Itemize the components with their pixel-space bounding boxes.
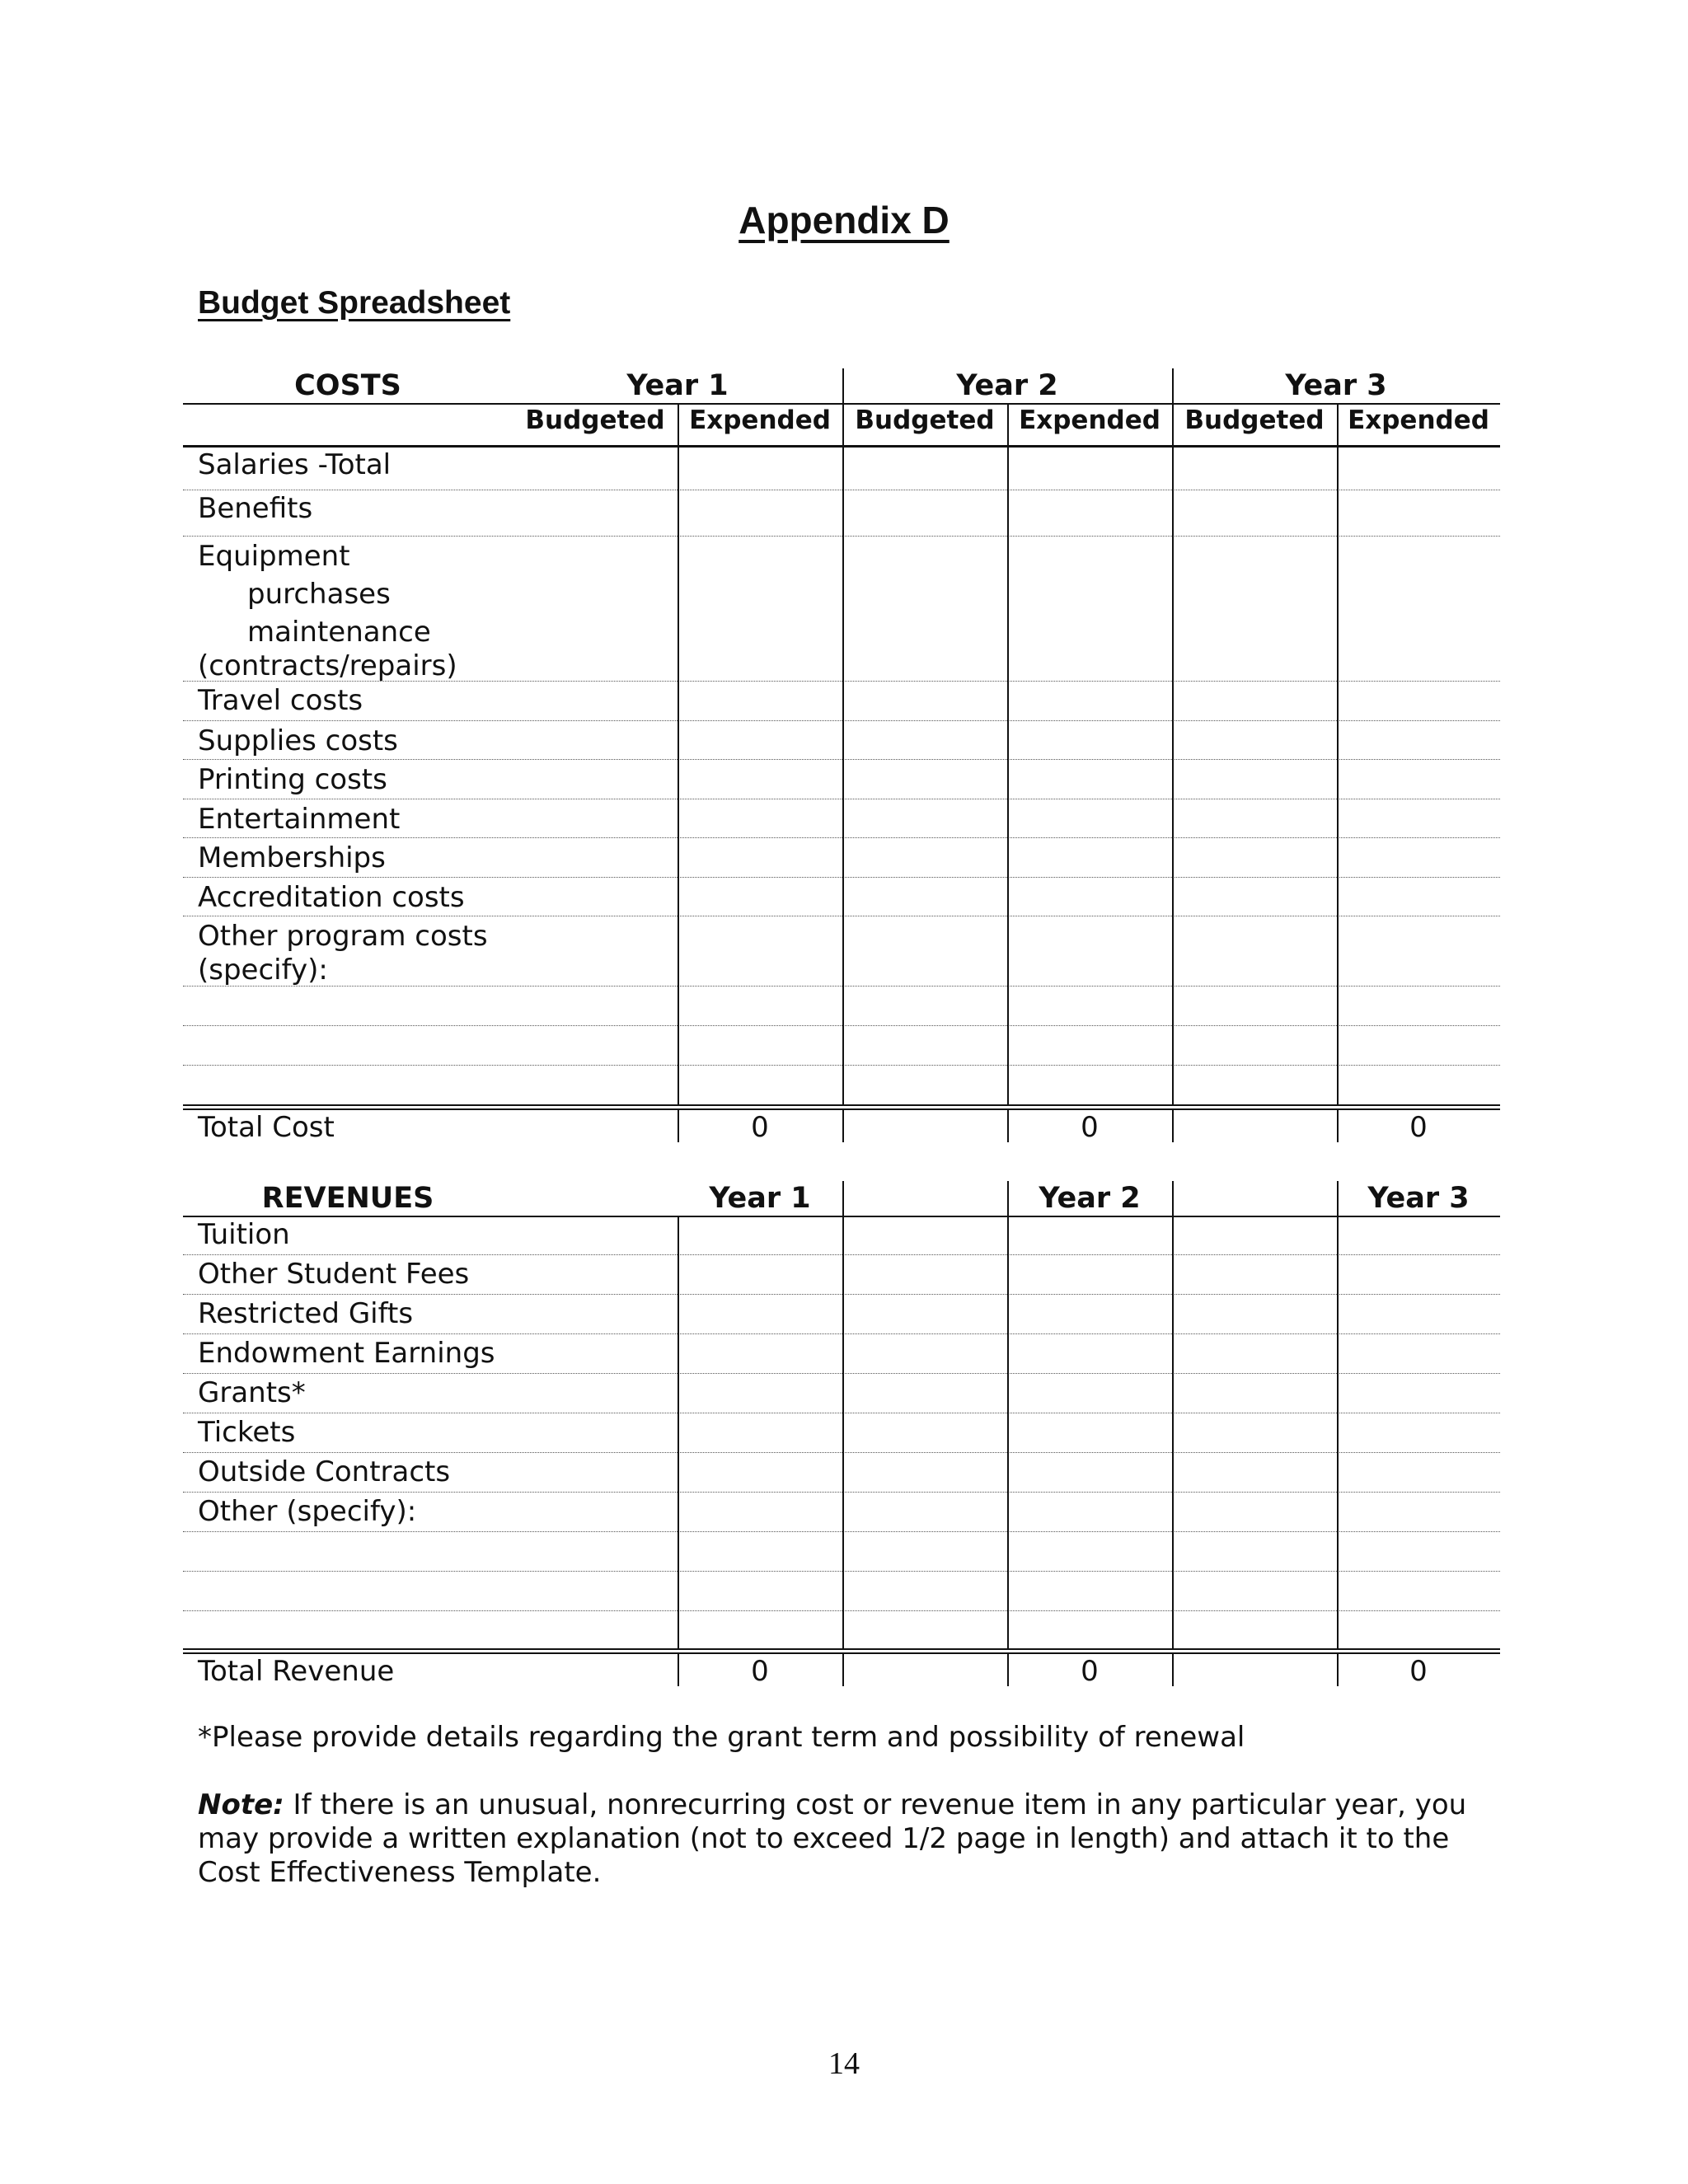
costs-y1-budgeted: Budgeted: [525, 405, 665, 435]
row-divider: [183, 1333, 1500, 1334]
section-title: Budget Spreadsheet: [198, 285, 511, 321]
row-divider: [183, 1492, 1500, 1493]
page-title: Appendix D: [738, 199, 950, 241]
total-cost-label: Total Cost: [198, 1111, 335, 1144]
col-divider: [842, 1653, 844, 1686]
col-divider: [842, 404, 844, 1106]
col-divider: [1172, 1181, 1174, 1216]
row-divider: [183, 759, 1500, 760]
col-divider: [1337, 1181, 1339, 1216]
row-divider: [183, 681, 1500, 682]
col-divider: [1337, 1216, 1339, 1650]
row-divider: [183, 536, 1500, 537]
col-divider: [842, 368, 844, 405]
row-divider: [183, 1294, 1500, 1295]
footnote: *Please provide details regarding the grant term and possibility of renewal: [198, 1721, 1245, 1754]
revenues-year3-header: Year 3: [1367, 1182, 1470, 1215]
cost-row-label: Supplies costs: [198, 724, 398, 757]
revenues-total-rule: [183, 1648, 1500, 1654]
revenues-year1-header: Year 1: [709, 1182, 811, 1215]
costs-y3-expended: Expended: [1348, 405, 1489, 435]
revenue-row-label: Outside Contracts: [198, 1455, 451, 1488]
total-revenue-label: Total Revenue: [198, 1655, 395, 1688]
col-divider: [842, 1109, 844, 1142]
row-divider: [183, 1025, 1500, 1026]
revenue-row-label: Tickets: [198, 1416, 296, 1449]
cost-row-label: Salaries -Total: [198, 448, 392, 481]
note-line-3: Cost Effectiveness Template.: [198, 1856, 602, 1889]
cost-row-label: Travel costs: [198, 684, 363, 717]
total-revenue-year1: 0: [751, 1655, 769, 1688]
col-divider: [1007, 1216, 1009, 1650]
cost-row-label: Other program costs: [198, 920, 488, 953]
cost-row-label: (specify):: [198, 954, 328, 987]
cost-row-label: (contracts/repairs): [198, 649, 457, 682]
row-divider: [183, 1531, 1500, 1532]
revenue-row-label: Other (specify):: [198, 1495, 417, 1528]
costs-y2-expended: Expended: [1019, 405, 1160, 435]
revenue-row-label: Grants*: [198, 1376, 306, 1409]
cost-row-label: Accreditation costs: [198, 881, 465, 914]
total-cost-year3: 0: [1409, 1111, 1428, 1144]
col-divider: [1007, 404, 1009, 1106]
note-label: Note:: [198, 1788, 284, 1821]
costs-header: COSTS: [294, 369, 401, 402]
row-divider: [183, 1065, 1500, 1066]
col-divider: [678, 1216, 679, 1650]
row-divider: [183, 986, 1500, 987]
revenues-year2-header: Year 2: [1039, 1182, 1141, 1215]
revenue-row-label: Other Student Fees: [198, 1258, 470, 1291]
col-divider: [1172, 1109, 1174, 1142]
row-divider: [183, 1373, 1500, 1374]
col-divider: [842, 1216, 844, 1650]
col-divider: [1007, 1181, 1009, 1216]
note-paragraph: [198, 1788, 1466, 1890]
revenue-row-label: Endowment Earnings: [198, 1337, 495, 1370]
row-divider: [183, 837, 1500, 838]
costs-y3-budgeted: Budgeted: [1184, 405, 1325, 435]
row-divider: [183, 1452, 1500, 1453]
costs-year3-header: Year 3: [1285, 369, 1387, 402]
costs-header-rule: [183, 403, 1500, 405]
cost-row-label: Memberships: [198, 841, 386, 874]
total-revenue-year2: 0: [1081, 1655, 1099, 1688]
total-cost-year2: 0: [1081, 1111, 1099, 1144]
row-divider: [183, 1571, 1500, 1572]
col-divider: [1172, 1653, 1174, 1686]
note-line-2: may provide a written explanation (not to exceed 1/2 page in length) and attach it to the: [198, 1822, 1450, 1855]
cost-row-label: Benefits: [198, 492, 313, 525]
revenues-header: REVENUES: [261, 1182, 434, 1215]
col-divider: [678, 404, 679, 1106]
costs-y2-budgeted: Budgeted: [855, 405, 995, 435]
page-number: 14: [828, 2046, 860, 2081]
cost-row-label: Printing costs: [198, 763, 387, 796]
row-divider: [183, 1610, 1500, 1611]
row-divider: [183, 877, 1500, 878]
costs-total-rule: [183, 1104, 1500, 1110]
col-divider: [842, 1181, 844, 1216]
note-line-1-text: If there is an unusual, nonrecurring cost or revenue item in any particular year, you: [293, 1788, 1467, 1821]
costs-year1-header: Year 1: [626, 369, 729, 402]
row-divider: [183, 720, 1500, 721]
cost-row-sublabel: maintenance: [247, 616, 431, 649]
costs-year2-header: Year 2: [956, 369, 1058, 402]
col-divider: [1172, 1216, 1174, 1650]
total-revenue-year3: 0: [1409, 1655, 1428, 1688]
note-line-1: [198, 1788, 1466, 1822]
cost-row-label: Entertainment: [198, 803, 401, 836]
col-divider: [1337, 404, 1339, 1106]
revenues-header-rule: [183, 1216, 1500, 1217]
cost-row-label: Equipment: [198, 540, 350, 573]
costs-subheader-rule: [183, 445, 1500, 448]
cost-row-sublabel: purchases: [247, 578, 391, 611]
col-divider: [1172, 404, 1174, 1106]
row-divider: [183, 1254, 1500, 1255]
revenue-row-label: Restricted Gifts: [198, 1297, 414, 1330]
total-cost-year1: 0: [751, 1111, 769, 1144]
costs-y1-expended: Expended: [689, 405, 831, 435]
revenue-row-label: Tuition: [198, 1218, 290, 1251]
col-divider: [1172, 368, 1174, 405]
